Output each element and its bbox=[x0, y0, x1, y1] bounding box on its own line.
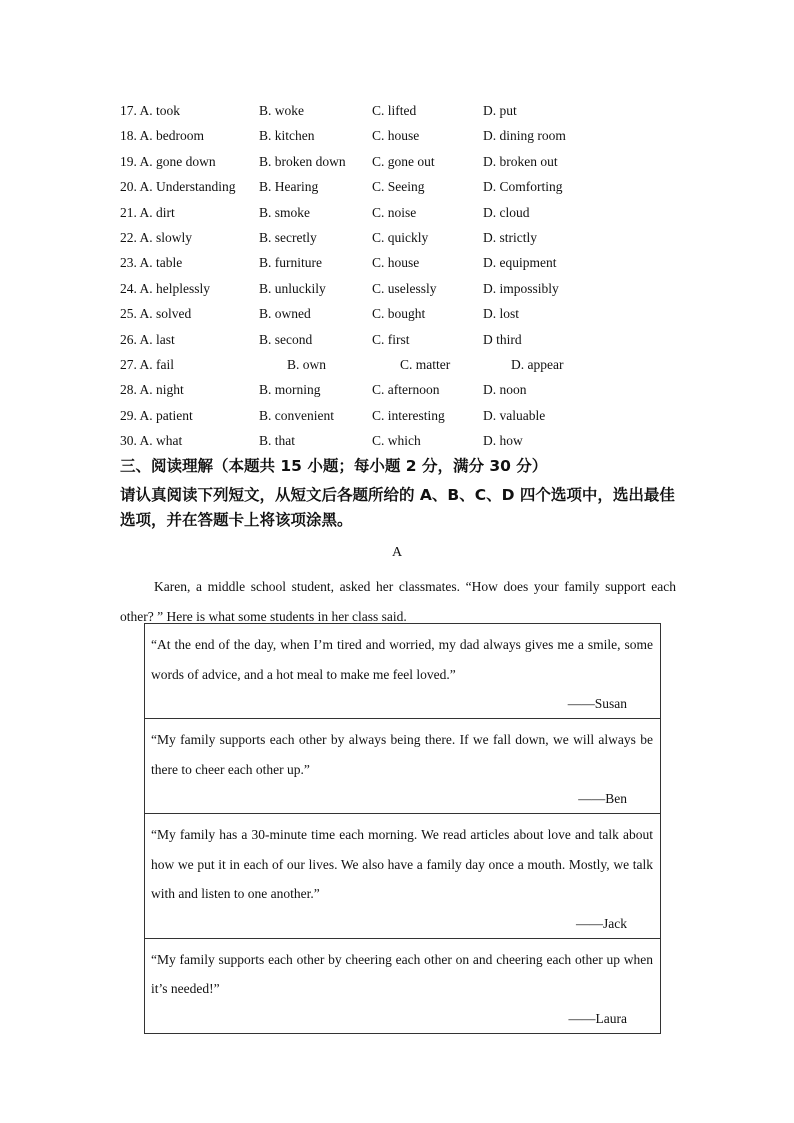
option-c: C. gone out bbox=[372, 153, 435, 169]
quote-cell-laura bbox=[145, 938, 660, 1033]
option-d: D. appear bbox=[511, 356, 564, 372]
question-18 bbox=[120, 126, 680, 151]
option-b: B. smoke bbox=[259, 204, 311, 220]
option-b: B. own bbox=[287, 356, 327, 372]
cloze-options-list bbox=[120, 101, 680, 456]
option-d: D third bbox=[483, 331, 522, 347]
question-26 bbox=[120, 330, 680, 355]
option-a: 18. A. bedroom bbox=[120, 128, 205, 144]
passage-intro: Karen, a middle school student, asked her classmates. “How does your family support each other? ” Here is what some students in her class said. bbox=[120, 579, 676, 624]
quote-author: ——Ben bbox=[578, 791, 627, 806]
option-a: 25. A. solved bbox=[120, 306, 192, 322]
option-a: 19. A. gone down bbox=[120, 153, 216, 169]
option-c: C. afternoon bbox=[372, 382, 440, 398]
quote-text: “My family supports each other by cheering each other on and cheering each other up when it’s needed!” bbox=[151, 951, 653, 996]
option-d: D. cloud bbox=[483, 204, 530, 220]
option-d: D. put bbox=[483, 103, 517, 118]
question-24 bbox=[120, 279, 680, 304]
question-23 bbox=[120, 253, 680, 278]
option-b: B. furniture bbox=[259, 255, 322, 271]
option-a: 17. A. took bbox=[120, 103, 181, 118]
quote-text: “My family supports each other by always being there. If we fall down, we will always be there to cheer each other up.” bbox=[151, 732, 653, 777]
quote-text: “My family has a 30-minute time each morning. We read articles about love and talk about how we put it in each of our lives. We also have a family day once a mouth. Mostly, we talk with and listen to one another.” bbox=[151, 827, 653, 901]
quote-cell-ben bbox=[145, 718, 660, 813]
option-c: C. quickly bbox=[372, 229, 429, 245]
question-17 bbox=[120, 101, 680, 126]
option-c: C. house bbox=[372, 255, 420, 271]
option-a: 22. A. slowly bbox=[120, 229, 193, 245]
quote-author: ——Jack bbox=[576, 915, 627, 931]
option-a: 29. A. patient bbox=[120, 407, 193, 423]
option-d: D. noon bbox=[483, 382, 527, 398]
option-c: C. first bbox=[372, 331, 410, 347]
quote-author: ——Laura bbox=[568, 1010, 627, 1026]
question-30 bbox=[120, 431, 680, 456]
option-a: 20. A. Understanding bbox=[120, 179, 236, 195]
option-d: D. strictly bbox=[483, 229, 537, 245]
option-a: 24. A. helplessly bbox=[120, 280, 211, 296]
option-a: 28. A. night bbox=[120, 382, 184, 398]
option-c: C. lifted bbox=[372, 103, 417, 118]
option-c: C. uselessly bbox=[372, 280, 437, 296]
option-b: B. owned bbox=[259, 306, 311, 322]
option-d: D. broken out bbox=[483, 153, 558, 169]
option-d: D. Comforting bbox=[483, 179, 563, 195]
option-b: B. Hearing bbox=[259, 179, 319, 195]
section-heading: 三、阅读理解（本题共 15 小题；每小题 2 分，满分 30 分） bbox=[120, 457, 548, 475]
question-25 bbox=[120, 304, 680, 329]
option-d: D. how bbox=[483, 433, 523, 449]
quote-cell-jack bbox=[145, 813, 660, 938]
quote-cell-susan bbox=[145, 624, 660, 718]
option-c: C. Seeing bbox=[372, 179, 425, 195]
option-c: C. which bbox=[372, 433, 421, 449]
question-22 bbox=[120, 228, 680, 253]
option-d: D. impossibly bbox=[483, 280, 559, 296]
question-29 bbox=[120, 406, 680, 431]
option-a: 26. A. last bbox=[120, 331, 175, 347]
option-c: C. bought bbox=[372, 306, 426, 322]
option-c: C. house bbox=[372, 128, 420, 144]
quotes-table bbox=[144, 623, 661, 1034]
option-b: B. that bbox=[259, 433, 295, 449]
option-a: 21. A. dirt bbox=[120, 204, 175, 220]
option-a: 27. A. fail bbox=[120, 356, 175, 372]
option-d: D. lost bbox=[483, 306, 520, 322]
question-27 bbox=[120, 355, 680, 380]
quote-text: “At the end of the day, when I’m tired and worried, my dad always gives me a smile, some words of advice, and a hot meal to make me feel loved.” bbox=[151, 637, 653, 682]
question-19 bbox=[120, 152, 680, 177]
question-20 bbox=[120, 177, 680, 202]
question-21 bbox=[120, 203, 680, 228]
option-b: B. woke bbox=[259, 103, 304, 118]
option-a: 23. A. table bbox=[120, 255, 183, 271]
option-d: D. dining room bbox=[483, 128, 566, 144]
passage-label: A bbox=[391, 545, 403, 560]
option-d: D. equipment bbox=[483, 255, 557, 271]
option-c: C. interesting bbox=[372, 407, 445, 423]
option-b: B. kitchen bbox=[259, 128, 315, 144]
option-b: B. secretly bbox=[259, 229, 317, 245]
option-a: 30. A. what bbox=[120, 433, 183, 449]
option-c: C. matter bbox=[400, 356, 451, 372]
option-b: B. convenient bbox=[259, 407, 334, 423]
option-d: D. valuable bbox=[483, 407, 546, 423]
question-28 bbox=[120, 380, 680, 405]
option-b: B. morning bbox=[259, 382, 321, 398]
option-b: B. second bbox=[259, 331, 313, 347]
option-b: B. broken down bbox=[259, 153, 346, 169]
option-c: C. noise bbox=[372, 204, 417, 220]
option-b: B. unluckily bbox=[259, 280, 326, 296]
quote-author: ——Susan bbox=[567, 696, 627, 711]
section-instruction: 请认真阅读下列短文，从短文后各题所给的 A、B、C、D 四个选项中，选出最佳选项，并在答题卡上将该项涂黑。 bbox=[120, 486, 675, 529]
